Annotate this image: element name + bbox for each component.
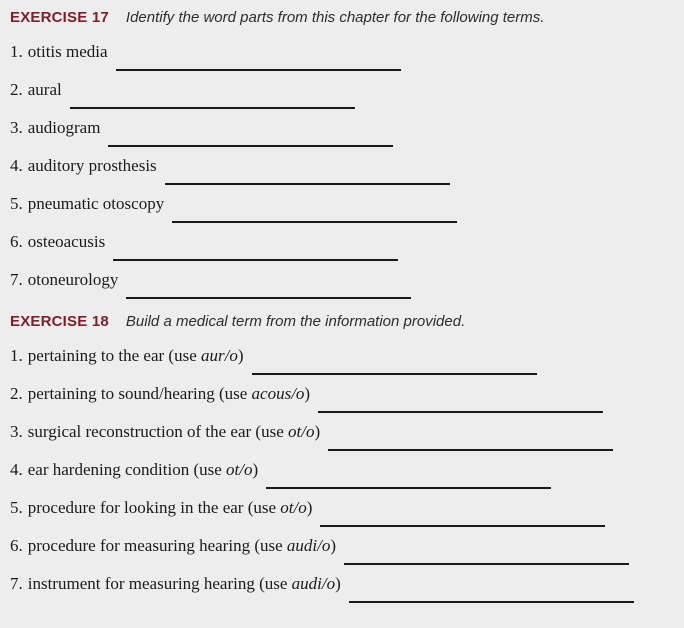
answer-blank[interactable] — [318, 404, 603, 413]
answer-blank[interactable] — [108, 138, 393, 147]
word-part-combining-form: audi/o — [291, 574, 336, 593]
item-text — [10, 232, 105, 252]
item-phrase: ear hardening condition (use — [27, 460, 227, 479]
exercise-item — [10, 346, 674, 375]
item-number: 4. — [10, 156, 23, 175]
item-number: 6. — [10, 232, 23, 251]
item-phrase: pneumatic otoscopy — [27, 194, 165, 213]
word-part-combining-form: aur/o — [201, 346, 238, 365]
word-part-combining-form: acous/o — [251, 384, 305, 403]
item-number: 6. — [10, 536, 23, 555]
item-text — [10, 270, 118, 290]
exercise-17-label: EXERCISE 17 — [10, 9, 109, 26]
item-phrase: pertaining to the ear (use — [27, 346, 201, 365]
word-part-combining-form: ot/o — [280, 498, 307, 517]
word-part-combining-form: audi/o — [286, 536, 331, 555]
answer-blank[interactable] — [70, 100, 355, 109]
answer-blank[interactable] — [126, 290, 411, 299]
exercise-17-header — [10, 9, 674, 27]
item-number: 4. — [10, 460, 23, 479]
item-number: 2. — [10, 80, 23, 99]
item-phrase: instrument for measuring hearing (use — [27, 574, 292, 593]
answer-blank[interactable] — [113, 252, 398, 261]
item-phrase: ) — [306, 498, 313, 517]
exercise-item — [10, 536, 674, 565]
answer-blank[interactable] — [266, 480, 551, 489]
answer-blank[interactable] — [328, 442, 613, 451]
item-text — [10, 384, 310, 404]
exercise-17-items — [10, 42, 674, 299]
item-number: 5. — [10, 194, 23, 213]
item-number: 7. — [10, 574, 23, 593]
item-number: 1. — [10, 346, 23, 365]
answer-blank[interactable] — [349, 594, 634, 603]
exercise-18-section — [10, 313, 674, 603]
exercise-18-label: EXERCISE 18 — [10, 313, 109, 330]
item-phrase: audiogram — [27, 118, 101, 137]
exercise-item — [10, 270, 674, 299]
exercise-18-items — [10, 346, 674, 603]
item-phrase: otoneurology — [27, 270, 119, 289]
item-number: 1. — [10, 42, 23, 61]
exercise-18-header — [10, 313, 674, 331]
answer-blank[interactable] — [116, 62, 401, 71]
answer-blank[interactable] — [252, 366, 537, 375]
exercise-item — [10, 384, 674, 413]
item-text — [10, 574, 341, 594]
item-text — [10, 536, 336, 556]
item-phrase: ) — [335, 574, 341, 593]
exercise-item — [10, 42, 674, 71]
item-phrase: ) — [237, 346, 244, 365]
item-phrase: ) — [252, 460, 259, 479]
exercise-17-instruction: Identify the word parts from this chapter for the following terms. — [125, 9, 545, 26]
item-text — [10, 460, 258, 480]
item-number: 7. — [10, 270, 23, 289]
item-phrase: auditory prosthesis — [27, 156, 157, 175]
item-number: 3. — [10, 422, 23, 441]
item-phrase: pertaining to sound/hearing (use — [27, 384, 252, 403]
item-phrase: ) — [330, 536, 337, 555]
exercise-17-section — [10, 9, 674, 299]
item-number: 3. — [10, 118, 23, 137]
word-part-combining-form: ot/o — [226, 460, 253, 479]
item-text — [10, 194, 164, 214]
item-phrase: aural — [27, 80, 62, 99]
exercise-item — [10, 232, 674, 261]
item-text — [10, 156, 157, 176]
item-number: 2. — [10, 384, 23, 403]
item-phrase: ) — [304, 384, 311, 403]
exercise-item — [10, 118, 674, 147]
exercise-item — [10, 574, 674, 603]
item-text — [10, 118, 100, 138]
answer-blank[interactable] — [344, 556, 629, 565]
exercise-item — [10, 498, 674, 527]
item-phrase: surgical reconstruction of the ear (use — [27, 422, 289, 441]
item-text — [10, 80, 62, 100]
exercise-18-instruction: Build a medical term from the information provided. — [125, 313, 466, 330]
item-phrase: procedure for looking in the ear (use — [27, 498, 281, 517]
exercise-item — [10, 194, 674, 223]
item-number: 5. — [10, 498, 23, 517]
answer-blank[interactable] — [172, 214, 457, 223]
word-part-combining-form: ot/o — [288, 422, 315, 441]
answer-blank[interactable] — [165, 176, 450, 185]
item-phrase: procedure for measuring hearing (use — [27, 536, 287, 555]
item-phrase: osteoacusis — [27, 232, 106, 251]
exercise-item — [10, 80, 674, 109]
exercise-item — [10, 156, 674, 185]
item-text — [10, 42, 108, 62]
item-phrase: ) — [314, 422, 321, 441]
item-text — [10, 422, 320, 442]
item-text — [10, 346, 244, 366]
item-text — [10, 498, 312, 518]
item-phrase: otitis media — [27, 42, 108, 61]
answer-blank[interactable] — [320, 518, 605, 527]
exercise-item — [10, 460, 674, 489]
exercise-item — [10, 422, 674, 451]
